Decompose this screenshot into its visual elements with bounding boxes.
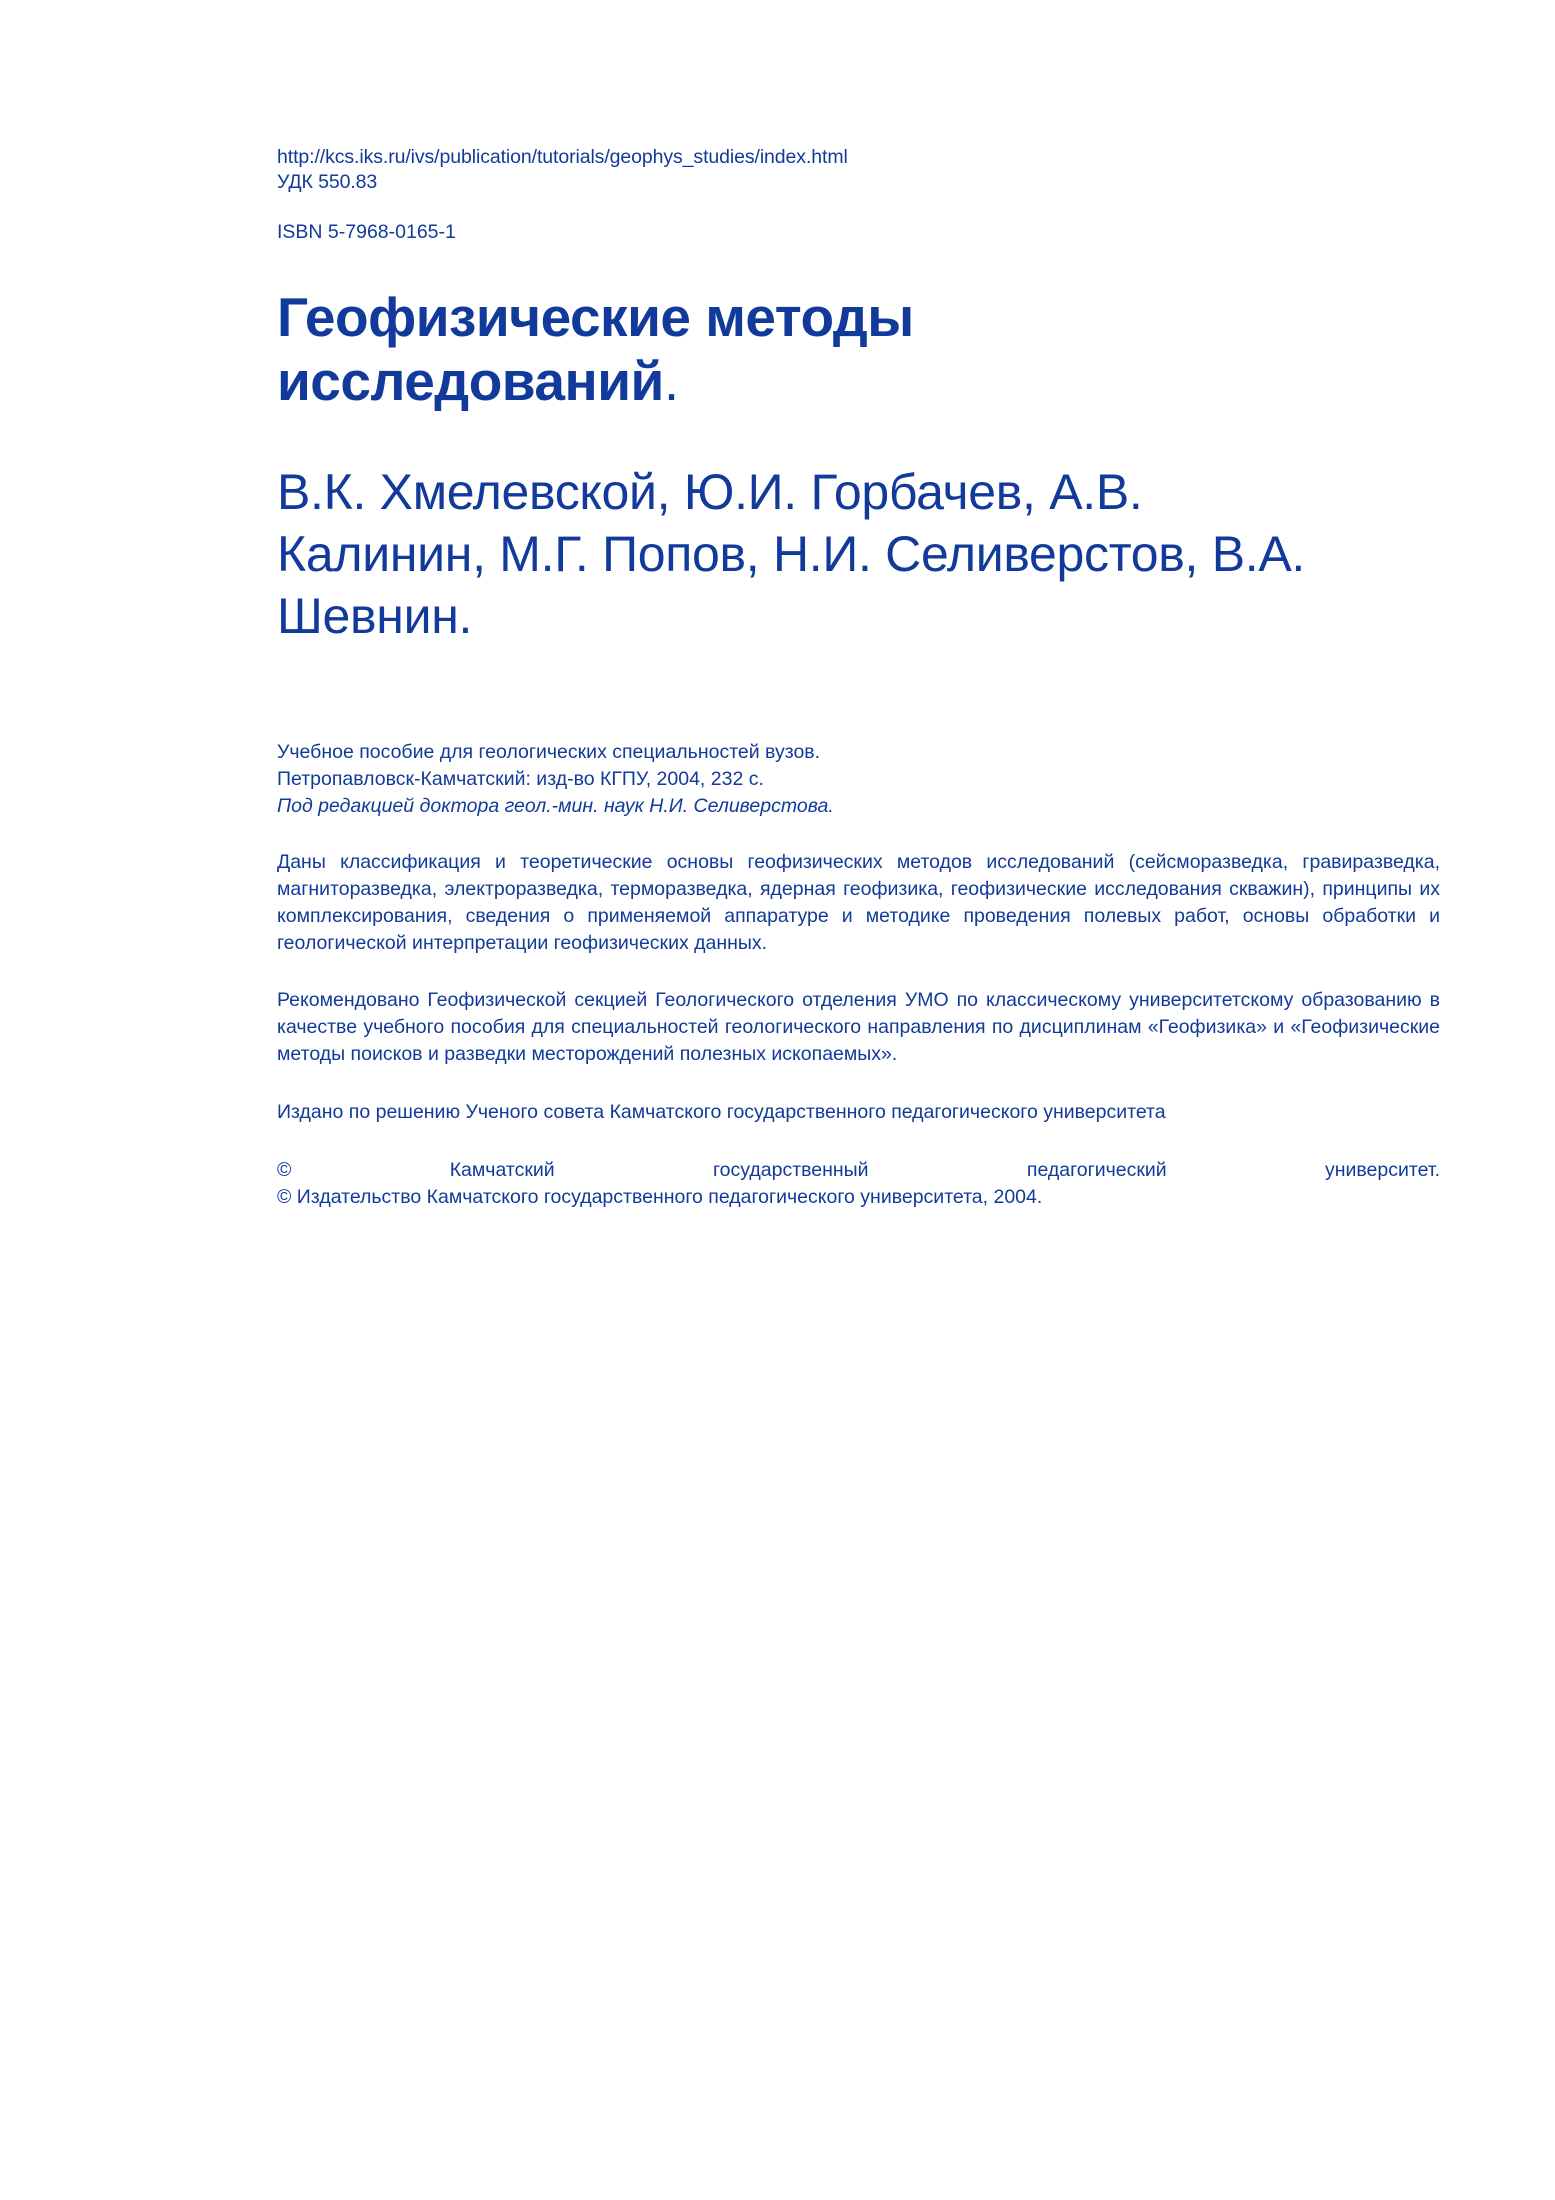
document-content	[277, 0, 1440, 1211]
authors-list: В.К. Хмелевской, Ю.И. Горбачев, А.В. Калинин, М.Г. Попов, Н.И. Селиверстов, В.А. Шевнин.	[277, 464, 1306, 644]
publication-imprint: Петропавловск-Камчатский: изд-во КГПУ, 2004, 232 с.	[277, 768, 764, 790]
copyright-publisher: © Издательство Камчатского государственного педагогического университета, 2004.	[277, 1186, 1043, 1208]
header-meta-block	[277, 0, 1440, 245]
publication-purpose: Учебное пособие для геологических специальностей вузов.	[277, 741, 821, 763]
isbn-code: ISBN 5-7968-0165-1	[277, 221, 456, 243]
page-title	[277, 245, 1107, 413]
source-url[interactable]: http://kcs.iks.ru/ivs/publication/tutorials/geophys_studies/index.html	[277, 146, 848, 168]
publication-editor: Под редакцией доктора геол.-мин. наук Н.И. Селиверстова.	[277, 795, 834, 817]
copyright-block	[277, 1157, 1440, 1211]
recommendation-paragraph: Рекомендовано Геофизической секцией Геологического отделения УМО по классическому университетскому образованию в качестве учебного пособия для специальностей геологического направления по дисциплинам «Геофизика» и «Геофизические методы поисков и разведки месторождений полезных ископаемых».	[277, 989, 1440, 1065]
published-by-paragraph: Издано по решению Ученого совета Камчатского государственного педагогического университета	[277, 1101, 1166, 1123]
publication-info	[277, 647, 1440, 820]
copyright-owner: © Камчатский государственный педагогический университет.	[277, 1159, 1440, 1181]
udk-code: УДК 550.83	[277, 171, 378, 193]
page-title-text: Геофизические методы исследований	[277, 286, 914, 412]
page-title-punctuation: .	[663, 350, 679, 412]
abstract-paragraph: Даны классификация и теоретические основы геофизических методов исследований (сейсморазведка, гравиразведка, магниторазведка, электроразведка, терморазведка, ядерная геофизика, геофизические исследования скважин), принципы их комплексирования, сведения о применяемой аппаратуре и методике проведения полевых работ, основы обработки и геологической интерпретации геофизических данных.	[277, 851, 1440, 954]
